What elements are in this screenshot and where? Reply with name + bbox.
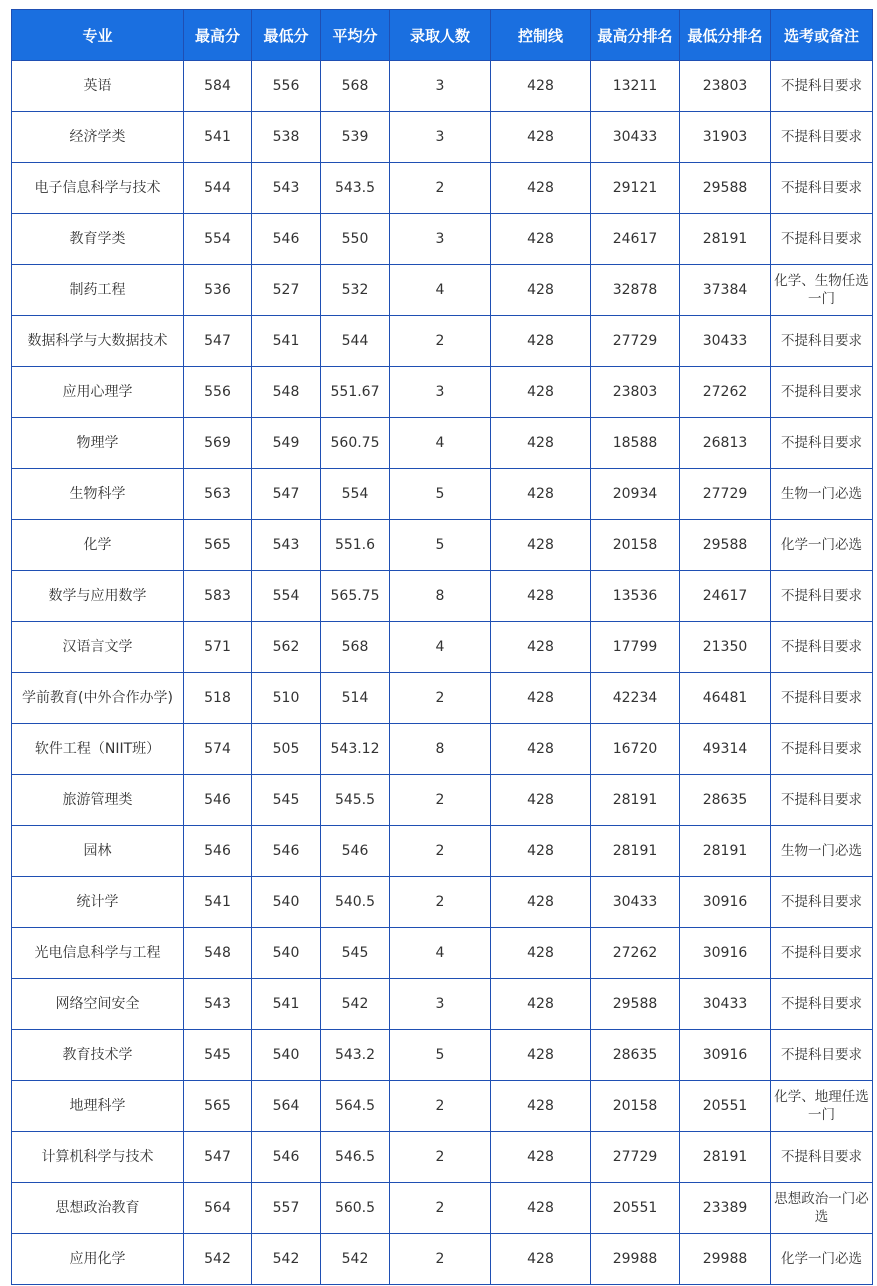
cell-max-score: 541 xyxy=(184,112,252,163)
cell-major: 教育技术学 xyxy=(12,1030,184,1081)
cell-admitted-count: 3 xyxy=(390,979,491,1030)
cell-max-score: 541 xyxy=(184,877,252,928)
cell-max-score: 518 xyxy=(184,673,252,724)
cell-avg-score: 546.5 xyxy=(321,1132,390,1183)
cell-major: 应用化学 xyxy=(12,1234,184,1285)
cell-control-line: 428 xyxy=(491,928,591,979)
cell-min-score: 543 xyxy=(252,520,321,571)
cell-min-score: 545 xyxy=(252,775,321,826)
cell-min-score: 549 xyxy=(252,418,321,469)
cell-min-rank: 28635 xyxy=(680,775,771,826)
cell-min-score: 542 xyxy=(252,1234,321,1285)
cell-avg-score: 568 xyxy=(321,622,390,673)
cell-max-score: 546 xyxy=(184,775,252,826)
cell-max-rank: 20158 xyxy=(591,520,680,571)
cell-admitted-count: 2 xyxy=(390,1183,491,1234)
cell-admitted-count: 5 xyxy=(390,1030,491,1081)
cell-remarks: 化学、生物任选一门 xyxy=(771,265,873,316)
cell-min-rank: 24617 xyxy=(680,571,771,622)
cell-avg-score: 546 xyxy=(321,826,390,877)
cell-max-score: 544 xyxy=(184,163,252,214)
cell-avg-score: 544 xyxy=(321,316,390,367)
table-row xyxy=(12,316,873,367)
cell-remarks: 不提科目要求 xyxy=(771,112,873,163)
cell-avg-score: 565.75 xyxy=(321,571,390,622)
cell-remarks: 不提科目要求 xyxy=(771,571,873,622)
cell-min-score: 564 xyxy=(252,1081,321,1132)
cell-min-score: 527 xyxy=(252,265,321,316)
cell-major: 统计学 xyxy=(12,877,184,928)
cell-admitted-count: 2 xyxy=(390,1234,491,1285)
cell-avg-score: 568 xyxy=(321,61,390,112)
column-header-avg-score: 平均分 xyxy=(321,10,390,61)
cell-major: 软件工程（NIIT班） xyxy=(12,724,184,775)
cell-major: 经济学类 xyxy=(12,112,184,163)
cell-max-rank: 28191 xyxy=(591,826,680,877)
cell-control-line: 428 xyxy=(491,520,591,571)
cell-avg-score: 514 xyxy=(321,673,390,724)
cell-control-line: 428 xyxy=(491,112,591,163)
column-header-min-rank: 最低分排名 xyxy=(680,10,771,61)
cell-major: 应用心理学 xyxy=(12,367,184,418)
cell-control-line: 428 xyxy=(491,1234,591,1285)
cell-max-rank: 27262 xyxy=(591,928,680,979)
cell-major: 思想政治教育 xyxy=(12,1183,184,1234)
cell-control-line: 428 xyxy=(491,1132,591,1183)
cell-avg-score: 560.75 xyxy=(321,418,390,469)
cell-admitted-count: 3 xyxy=(390,214,491,265)
cell-remarks: 不提科目要求 xyxy=(771,367,873,418)
cell-max-score: 556 xyxy=(184,367,252,418)
cell-control-line: 428 xyxy=(491,571,591,622)
column-header-min-score: 最低分 xyxy=(252,10,321,61)
cell-min-score: 546 xyxy=(252,826,321,877)
cell-avg-score: 551.67 xyxy=(321,367,390,418)
cell-max-score: 547 xyxy=(184,1132,252,1183)
cell-avg-score: 540.5 xyxy=(321,877,390,928)
cell-max-rank: 24617 xyxy=(591,214,680,265)
cell-max-score: 546 xyxy=(184,826,252,877)
cell-max-rank: 23803 xyxy=(591,367,680,418)
cell-min-rank: 28191 xyxy=(680,1132,771,1183)
cell-control-line: 428 xyxy=(491,724,591,775)
table-row xyxy=(12,1234,873,1285)
cell-max-score: 565 xyxy=(184,1081,252,1132)
cell-min-rank: 30433 xyxy=(680,316,771,367)
cell-max-rank: 13536 xyxy=(591,571,680,622)
cell-min-rank: 27729 xyxy=(680,469,771,520)
cell-max-rank: 20551 xyxy=(591,1183,680,1234)
cell-max-rank: 28635 xyxy=(591,1030,680,1081)
table-row xyxy=(12,571,873,622)
cell-min-score: 547 xyxy=(252,469,321,520)
cell-max-score: 565 xyxy=(184,520,252,571)
cell-remarks: 化学一门必选 xyxy=(771,520,873,571)
cell-admitted-count: 8 xyxy=(390,724,491,775)
cell-major: 物理学 xyxy=(12,418,184,469)
cell-max-score: 583 xyxy=(184,571,252,622)
cell-avg-score: 532 xyxy=(321,265,390,316)
cell-min-rank: 29988 xyxy=(680,1234,771,1285)
cell-avg-score: 560.5 xyxy=(321,1183,390,1234)
cell-control-line: 428 xyxy=(491,622,591,673)
table-row xyxy=(12,979,873,1030)
cell-max-rank: 17799 xyxy=(591,622,680,673)
cell-max-rank: 29988 xyxy=(591,1234,680,1285)
cell-remarks: 生物一门必选 xyxy=(771,469,873,520)
cell-min-score: 541 xyxy=(252,316,321,367)
cell-max-rank: 29121 xyxy=(591,163,680,214)
table-row xyxy=(12,520,873,571)
table-row xyxy=(12,163,873,214)
cell-min-rank: 49314 xyxy=(680,724,771,775)
cell-min-score: 556 xyxy=(252,61,321,112)
table-row xyxy=(12,265,873,316)
cell-admitted-count: 3 xyxy=(390,112,491,163)
cell-remarks: 化学一门必选 xyxy=(771,1234,873,1285)
cell-major: 数学与应用数学 xyxy=(12,571,184,622)
cell-min-rank: 29588 xyxy=(680,520,771,571)
cell-remarks: 不提科目要求 xyxy=(771,61,873,112)
cell-admitted-count: 2 xyxy=(390,1132,491,1183)
cell-remarks: 不提科目要求 xyxy=(771,214,873,265)
cell-avg-score: 539 xyxy=(321,112,390,163)
cell-major: 数据科学与大数据技术 xyxy=(12,316,184,367)
cell-control-line: 428 xyxy=(491,418,591,469)
cell-major: 汉语言文学 xyxy=(12,622,184,673)
cell-control-line: 428 xyxy=(491,826,591,877)
table-row xyxy=(12,112,873,163)
cell-control-line: 428 xyxy=(491,61,591,112)
cell-control-line: 428 xyxy=(491,163,591,214)
cell-max-score: 571 xyxy=(184,622,252,673)
cell-max-score: 564 xyxy=(184,1183,252,1234)
cell-max-rank: 13211 xyxy=(591,61,680,112)
cell-max-score: 542 xyxy=(184,1234,252,1285)
cell-major: 化学 xyxy=(12,520,184,571)
cell-admitted-count: 2 xyxy=(390,1081,491,1132)
cell-min-rank: 31903 xyxy=(680,112,771,163)
cell-remarks: 不提科目要求 xyxy=(771,979,873,1030)
cell-control-line: 428 xyxy=(491,1183,591,1234)
cell-control-line: 428 xyxy=(491,367,591,418)
cell-admitted-count: 4 xyxy=(390,418,491,469)
cell-avg-score: 542 xyxy=(321,979,390,1030)
cell-control-line: 428 xyxy=(491,673,591,724)
cell-min-score: 538 xyxy=(252,112,321,163)
cell-control-line: 428 xyxy=(491,469,591,520)
cell-major: 英语 xyxy=(12,61,184,112)
table-row xyxy=(12,622,873,673)
cell-admitted-count: 5 xyxy=(390,469,491,520)
cell-min-score: 554 xyxy=(252,571,321,622)
cell-remarks: 不提科目要求 xyxy=(771,928,873,979)
cell-admitted-count: 2 xyxy=(390,316,491,367)
cell-max-rank: 29588 xyxy=(591,979,680,1030)
cell-admitted-count: 5 xyxy=(390,520,491,571)
cell-min-rank: 27262 xyxy=(680,367,771,418)
cell-remarks: 思想政治一门必选 xyxy=(771,1183,873,1234)
cell-avg-score: 543.5 xyxy=(321,163,390,214)
cell-major: 园林 xyxy=(12,826,184,877)
cell-min-rank: 28191 xyxy=(680,826,771,877)
cell-min-score: 557 xyxy=(252,1183,321,1234)
cell-avg-score: 551.6 xyxy=(321,520,390,571)
cell-max-score: 536 xyxy=(184,265,252,316)
table-body xyxy=(12,61,873,1285)
cell-admitted-count: 4 xyxy=(390,622,491,673)
cell-max-rank: 20158 xyxy=(591,1081,680,1132)
cell-admitted-count: 2 xyxy=(390,163,491,214)
cell-min-score: 505 xyxy=(252,724,321,775)
cell-avg-score: 564.5 xyxy=(321,1081,390,1132)
cell-major: 教育学类 xyxy=(12,214,184,265)
table-row xyxy=(12,775,873,826)
cell-admitted-count: 4 xyxy=(390,265,491,316)
cell-avg-score: 543.12 xyxy=(321,724,390,775)
table-row xyxy=(12,1081,873,1132)
cell-max-rank: 32878 xyxy=(591,265,680,316)
cell-remarks: 不提科目要求 xyxy=(771,418,873,469)
cell-remarks: 不提科目要求 xyxy=(771,1030,873,1081)
column-header-max-score: 最高分 xyxy=(184,10,252,61)
cell-min-score: 548 xyxy=(252,367,321,418)
cell-remarks: 不提科目要求 xyxy=(771,1132,873,1183)
cell-admitted-count: 8 xyxy=(390,571,491,622)
cell-remarks: 化学、地理任选一门 xyxy=(771,1081,873,1132)
cell-min-score: 540 xyxy=(252,877,321,928)
cell-avg-score: 545.5 xyxy=(321,775,390,826)
cell-max-rank: 27729 xyxy=(591,1132,680,1183)
table-row xyxy=(12,877,873,928)
cell-min-rank: 30916 xyxy=(680,928,771,979)
table-row xyxy=(12,469,873,520)
cell-major: 生物科学 xyxy=(12,469,184,520)
cell-avg-score: 554 xyxy=(321,469,390,520)
column-header-max-rank: 最高分排名 xyxy=(591,10,680,61)
cell-min-score: 540 xyxy=(252,1030,321,1081)
cell-max-score: 554 xyxy=(184,214,252,265)
cell-max-score: 543 xyxy=(184,979,252,1030)
cell-min-rank: 26813 xyxy=(680,418,771,469)
cell-max-score: 574 xyxy=(184,724,252,775)
cell-major: 光电信息科学与工程 xyxy=(12,928,184,979)
cell-max-score: 545 xyxy=(184,1030,252,1081)
column-header-control-line: 控制线 xyxy=(491,10,591,61)
cell-admitted-count: 3 xyxy=(390,367,491,418)
table-row xyxy=(12,928,873,979)
cell-max-rank: 30433 xyxy=(591,877,680,928)
cell-min-rank: 23803 xyxy=(680,61,771,112)
cell-major: 地理科学 xyxy=(12,1081,184,1132)
cell-admitted-count: 4 xyxy=(390,928,491,979)
cell-admitted-count: 2 xyxy=(390,826,491,877)
table-header-row xyxy=(12,10,873,61)
cell-min-rank: 23389 xyxy=(680,1183,771,1234)
cell-admitted-count: 3 xyxy=(390,61,491,112)
cell-min-score: 562 xyxy=(252,622,321,673)
table-row xyxy=(12,214,873,265)
cell-max-rank: 18588 xyxy=(591,418,680,469)
cell-control-line: 428 xyxy=(491,775,591,826)
cell-max-score: 548 xyxy=(184,928,252,979)
cell-min-score: 546 xyxy=(252,1132,321,1183)
cell-control-line: 428 xyxy=(491,979,591,1030)
table-row xyxy=(12,1183,873,1234)
admission-scores-table xyxy=(11,9,873,1285)
cell-min-score: 543 xyxy=(252,163,321,214)
cell-admitted-count: 2 xyxy=(390,775,491,826)
cell-major: 学前教育(中外合作办学) xyxy=(12,673,184,724)
cell-min-rank: 30433 xyxy=(680,979,771,1030)
cell-remarks: 不提科目要求 xyxy=(771,163,873,214)
cell-control-line: 428 xyxy=(491,265,591,316)
cell-admitted-count: 2 xyxy=(390,877,491,928)
cell-major: 网络空间安全 xyxy=(12,979,184,1030)
cell-remarks: 不提科目要求 xyxy=(771,622,873,673)
cell-max-score: 563 xyxy=(184,469,252,520)
cell-max-rank: 27729 xyxy=(591,316,680,367)
cell-remarks: 不提科目要求 xyxy=(771,673,873,724)
cell-major: 旅游管理类 xyxy=(12,775,184,826)
cell-max-score: 584 xyxy=(184,61,252,112)
column-header-remarks: 选考或备注 xyxy=(771,10,873,61)
cell-min-score: 541 xyxy=(252,979,321,1030)
cell-max-rank: 20934 xyxy=(591,469,680,520)
cell-max-rank: 30433 xyxy=(591,112,680,163)
cell-avg-score: 542 xyxy=(321,1234,390,1285)
cell-control-line: 428 xyxy=(491,1030,591,1081)
table-row xyxy=(12,724,873,775)
cell-control-line: 428 xyxy=(491,877,591,928)
table-row xyxy=(12,826,873,877)
cell-control-line: 428 xyxy=(491,214,591,265)
cell-min-score: 540 xyxy=(252,928,321,979)
cell-remarks: 生物一门必选 xyxy=(771,826,873,877)
cell-max-rank: 28191 xyxy=(591,775,680,826)
cell-avg-score: 545 xyxy=(321,928,390,979)
cell-max-rank: 16720 xyxy=(591,724,680,775)
table-row xyxy=(12,1132,873,1183)
cell-min-rank: 21350 xyxy=(680,622,771,673)
cell-avg-score: 543.2 xyxy=(321,1030,390,1081)
cell-avg-score: 550 xyxy=(321,214,390,265)
cell-min-score: 510 xyxy=(252,673,321,724)
cell-remarks: 不提科目要求 xyxy=(771,724,873,775)
cell-min-score: 546 xyxy=(252,214,321,265)
cell-admitted-count: 2 xyxy=(390,673,491,724)
cell-min-rank: 46481 xyxy=(680,673,771,724)
cell-max-rank: 42234 xyxy=(591,673,680,724)
cell-major: 计算机科学与技术 xyxy=(12,1132,184,1183)
table-row xyxy=(12,61,873,112)
cell-min-rank: 20551 xyxy=(680,1081,771,1132)
cell-min-rank: 37384 xyxy=(680,265,771,316)
cell-remarks: 不提科目要求 xyxy=(771,877,873,928)
cell-min-rank: 29588 xyxy=(680,163,771,214)
cell-min-rank: 28191 xyxy=(680,214,771,265)
cell-major: 电子信息科学与技术 xyxy=(12,163,184,214)
cell-remarks: 不提科目要求 xyxy=(771,316,873,367)
column-header-major: 专业 xyxy=(12,10,184,61)
cell-min-rank: 30916 xyxy=(680,877,771,928)
cell-control-line: 428 xyxy=(491,316,591,367)
cell-control-line: 428 xyxy=(491,1081,591,1132)
cell-major: 制药工程 xyxy=(12,265,184,316)
table-row xyxy=(12,1030,873,1081)
cell-min-rank: 30916 xyxy=(680,1030,771,1081)
cell-max-score: 547 xyxy=(184,316,252,367)
table-row xyxy=(12,673,873,724)
column-header-admitted-count: 录取人数 xyxy=(390,10,491,61)
table-row xyxy=(12,367,873,418)
table-row xyxy=(12,418,873,469)
cell-remarks: 不提科目要求 xyxy=(771,775,873,826)
cell-max-score: 569 xyxy=(184,418,252,469)
